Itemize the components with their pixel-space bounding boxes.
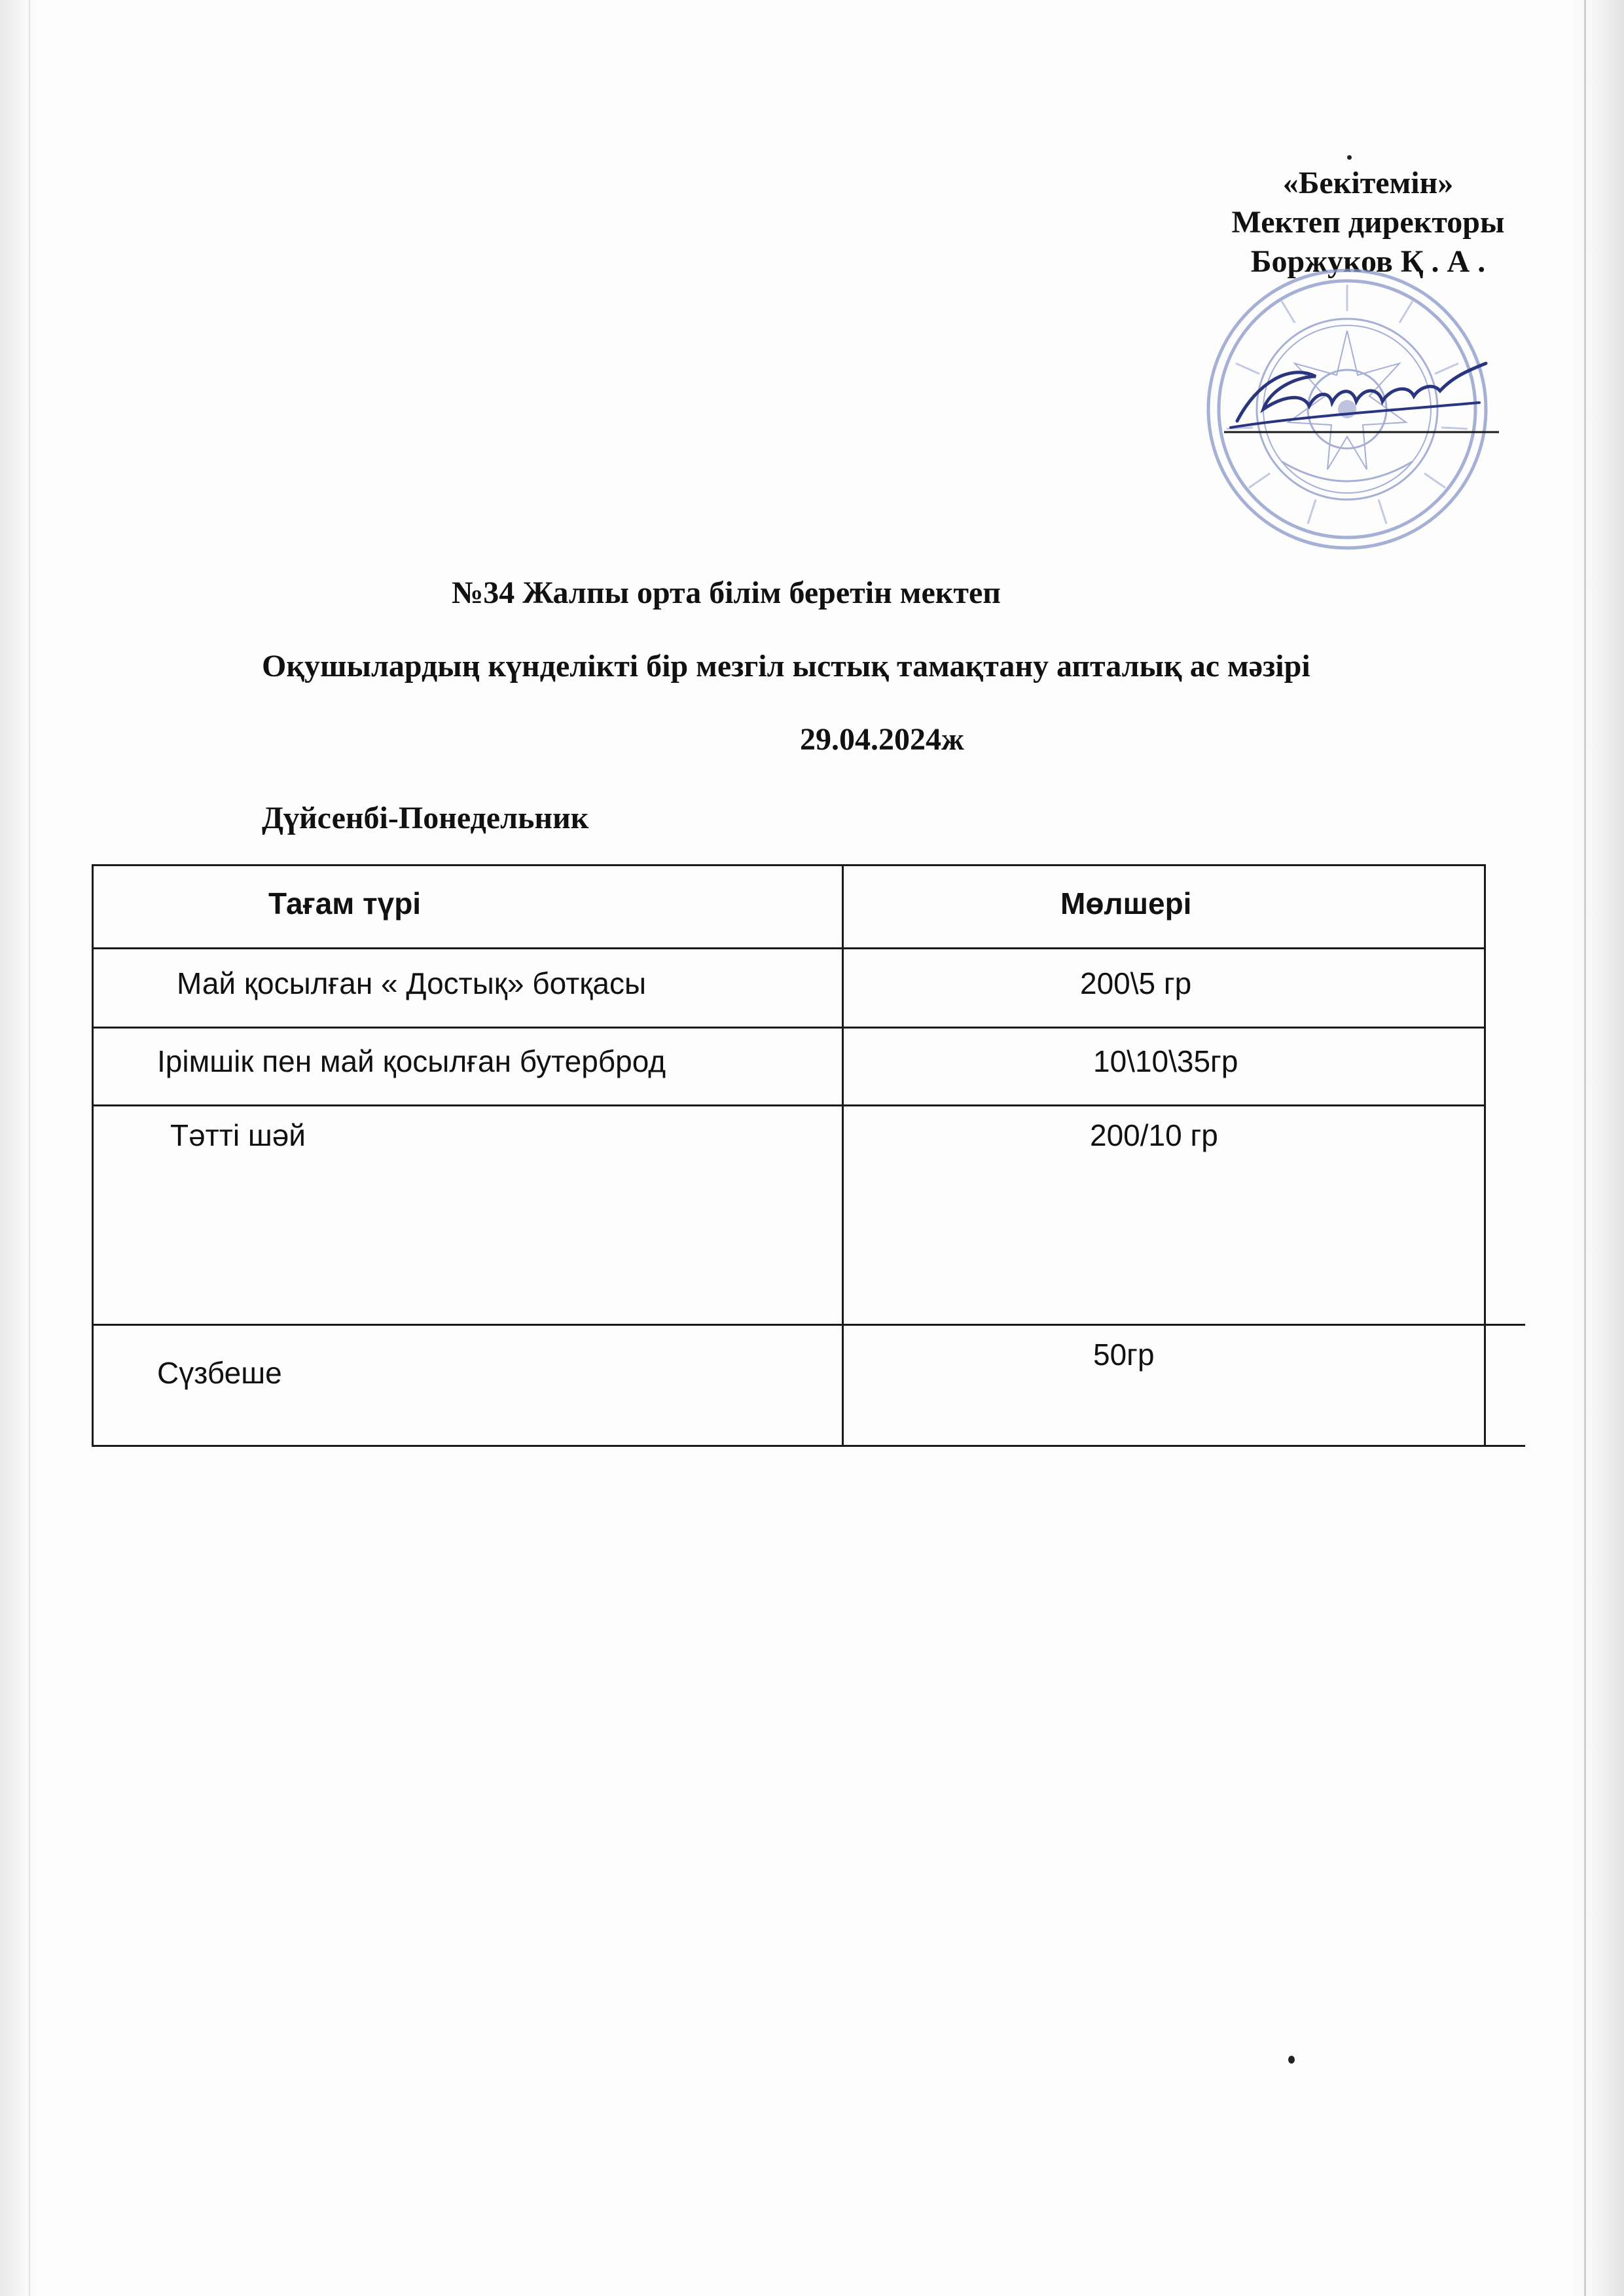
signature-icon <box>1218 357 1499 442</box>
table-cell-dish: Тәтті шәй <box>170 1118 306 1152</box>
approval-heading: «Бекітемін» <box>1282 166 1454 200</box>
table-divider <box>92 947 1486 949</box>
table-divider <box>92 1027 1486 1029</box>
approval-name: Боржуков Қ . А . <box>1250 244 1486 279</box>
menu-table <box>92 864 1525 1459</box>
menu-title: Оқушылардың күнделікті бір мезгіл ыстық тамақтану апталық ас мәзірі <box>262 649 1310 683</box>
table-cell-amount: 50гр <box>1093 1338 1155 1372</box>
scan-speck <box>1347 155 1352 160</box>
table-cell-dish: Ірімшік пен май қосылған бутерброд <box>157 1044 666 1078</box>
column-header-dish: Тағам түрі <box>268 886 422 920</box>
table-cell-amount: 10\10\35гр <box>1093 1044 1238 1078</box>
approval-position: Мектеп директоры <box>1231 205 1505 240</box>
table-divider <box>92 1324 1525 1326</box>
day-of-week: Дүйсенбі-Понедельник <box>262 801 589 835</box>
table-divider <box>92 1104 1486 1106</box>
approval-block <box>1165 164 1571 282</box>
scan-edge-left <box>0 0 46 2296</box>
table-border-left <box>92 864 94 1447</box>
column-header-amount: Мөлшері <box>1060 886 1192 920</box>
table-border-top <box>92 864 1486 866</box>
table-border-right <box>1484 864 1486 1447</box>
table-cell-amount: 200\5 гр <box>1080 966 1192 1000</box>
table-column-divider <box>842 864 844 1447</box>
scan-edge-right <box>1565 0 1624 2296</box>
scan-line-right <box>1584 0 1586 2296</box>
menu-date: 29.04.2024ж <box>800 722 964 757</box>
table-cell-dish: Май қосылған « Достық» ботқасы <box>177 966 647 1000</box>
table-border-bottom <box>92 1445 1525 1447</box>
scan-speck <box>1288 2056 1295 2064</box>
scan-line-left <box>29 0 30 2296</box>
table-cell-dish: Сүзбеше <box>157 1356 282 1390</box>
school-title: №34 Жалпы орта білім беретін мектеп <box>452 575 1001 610</box>
table-cell-amount: 200/10 гр <box>1090 1118 1218 1152</box>
